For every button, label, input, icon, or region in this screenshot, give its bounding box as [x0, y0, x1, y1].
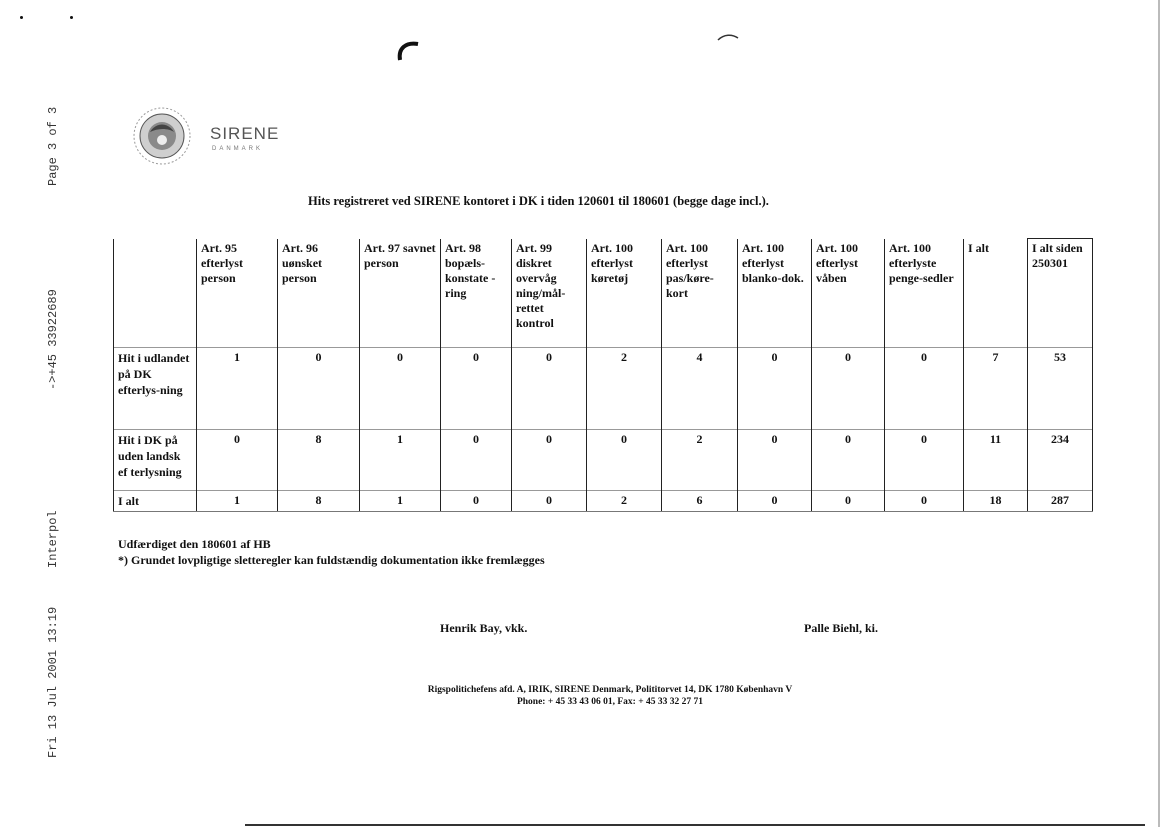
column-header — [114, 239, 197, 348]
footer-phone: Phone: + 45 33 43 06 01, Fax: + 45 33 32 27 71 — [516, 697, 704, 707]
document-title: Hits registreret ved SIRENE kontoret i DK i tiden 120601 til 180601 (begge dage incl.). — [308, 194, 769, 208]
scan-speck — [20, 16, 23, 19]
logo-name: SIRENE — [210, 124, 280, 143]
table-cell: 0 — [512, 348, 587, 430]
table-cell: 0 — [812, 348, 885, 430]
table-cell: 0 — [587, 430, 662, 491]
table-cell: 0 — [812, 491, 885, 512]
fax-date: Fri 13 Jul 2001 13:19 — [46, 606, 60, 758]
scan-bottom-edge — [245, 824, 1145, 826]
table-cell: 0 — [738, 430, 812, 491]
table-cell: 11 — [964, 430, 1028, 491]
scan-mark — [716, 32, 740, 44]
table-cell: 0 — [885, 491, 964, 512]
table-cell: 1 — [197, 348, 278, 430]
table-cell: 0 — [738, 348, 812, 430]
table-row — [114, 491, 1093, 512]
table-cell: 0 — [738, 491, 812, 512]
footnote: *) Grundet lovpligtige sletteregler kan fuldstændig dokumentation ikke fremlægges — [118, 553, 545, 567]
table-header-row — [114, 239, 1093, 348]
fax-page: Page 3 of 3 — [46, 106, 60, 186]
footer-address: Rigspolitichefens afd. A, IRIK, SIRENE Denmark, Polititorvet 14, DK 1780 København V — [427, 685, 793, 695]
table-cell: 1 — [360, 430, 441, 491]
column-header: Art. 100 efterlyst blanko-dok. — [738, 239, 812, 348]
table-cell: 2 — [587, 348, 662, 430]
table-cell: 0 — [885, 348, 964, 430]
signature-left: Henrik Bay, vkk. — [440, 621, 528, 635]
table-cell: 18 — [964, 491, 1028, 512]
table-cell: 0 — [441, 430, 512, 491]
column-header: I alt siden 250301 — [1028, 239, 1093, 348]
table-cell: 1 — [197, 491, 278, 512]
table-cell: 0 — [441, 348, 512, 430]
column-header: I alt — [964, 239, 1028, 348]
column-header: Art. 96 uønsket person — [278, 239, 360, 348]
table-cell: 287 — [1028, 491, 1093, 512]
hits-table — [113, 238, 1093, 512]
column-header: Art. 100 efterlyst våben — [812, 239, 885, 348]
table-cell: 8 — [278, 430, 360, 491]
table-row — [114, 430, 1093, 491]
column-header: Art. 97 savnet person — [360, 239, 441, 348]
signature-right: Palle Biehl, ki. — [804, 621, 879, 635]
table-cell: 0 — [360, 348, 441, 430]
scan-mark — [396, 40, 422, 62]
row-label: Hit i DK på uden landsk ef terlysning — [114, 430, 197, 491]
table-cell: 53 — [1028, 348, 1093, 430]
table-cell: 4 — [662, 348, 738, 430]
table-cell: 7 — [964, 348, 1028, 430]
table-cell: 1 — [360, 491, 441, 512]
table-cell: 0 — [812, 430, 885, 491]
table-cell: 234 — [1028, 430, 1093, 491]
table-cell: 2 — [662, 430, 738, 491]
table-cell: 0 — [441, 491, 512, 512]
column-header: Art. 100 efterlyst pas/køre-kort — [662, 239, 738, 348]
table-cell: 0 — [512, 430, 587, 491]
column-header: Art. 95 efterlyst person — [197, 239, 278, 348]
fax-from: Interpol — [46, 510, 60, 568]
table-cell: 0 — [512, 491, 587, 512]
table-cell: 0 — [278, 348, 360, 430]
table-cell: 6 — [662, 491, 738, 512]
column-header: Art. 98 bopæls-konstate -ring — [441, 239, 512, 348]
column-header: Art. 100 efterlyste penge-sedler — [885, 239, 964, 348]
fax-header — [46, 78, 74, 768]
sirene-seal-icon — [128, 102, 198, 172]
fax-number: ->+45 33922689 — [46, 289, 60, 390]
table-cell: 2 — [587, 491, 662, 512]
row-label: Hit i udlandet på DK efterlys-ning — [114, 348, 197, 430]
row-label: I alt — [114, 491, 197, 512]
scan-right-edge — [1158, 0, 1160, 827]
logo-subtitle: DANMARK — [212, 146, 264, 152]
issued-note: Udfærdiget den 180601 af HB — [118, 537, 271, 551]
column-header: Art. 99 diskret overvåg ning/mål-rettet kontrol — [512, 239, 587, 348]
table-cell: 0 — [885, 430, 964, 491]
sirene-logo — [128, 102, 288, 172]
table-cell: 0 — [197, 430, 278, 491]
column-header: Art. 100 efterlyst køretøj — [587, 239, 662, 348]
table-row — [114, 348, 1093, 430]
table-cell: 8 — [278, 491, 360, 512]
scan-speck — [70, 16, 73, 19]
